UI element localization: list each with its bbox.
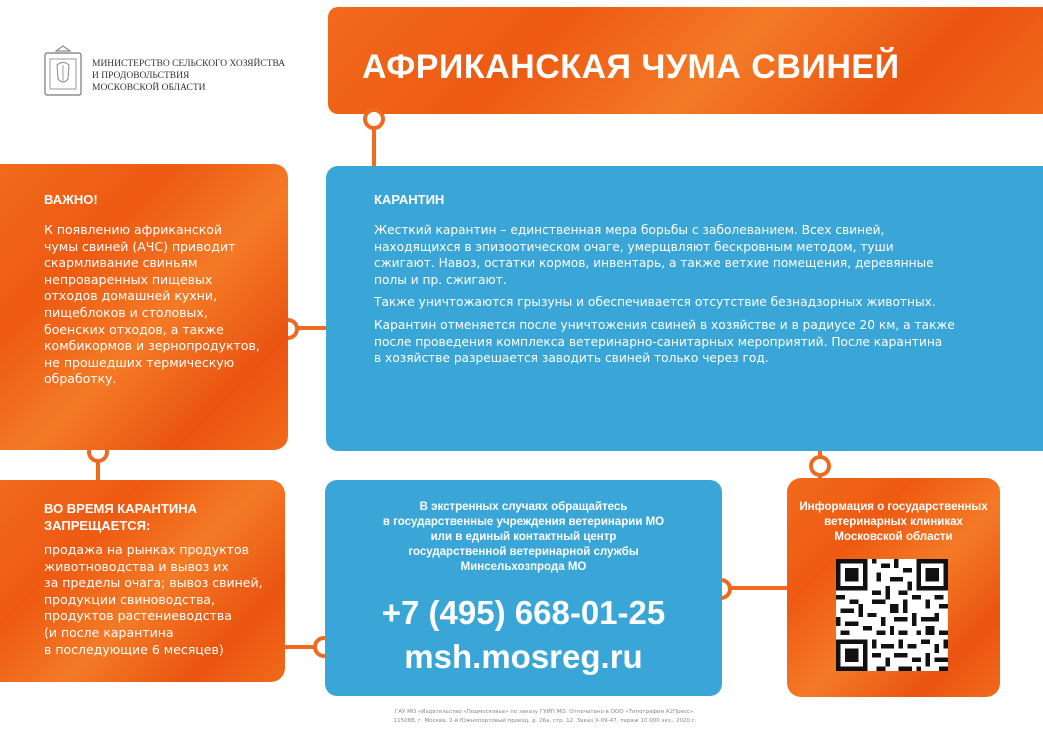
heading-line: ЗАПРЕЩАЕТСЯ: (44, 518, 151, 533)
text-line: комбикормов и зернопродуктов, (44, 338, 260, 354)
text-line: после проведения комплекса ветеринарно-санитарных мероприятий. После карантина (374, 334, 943, 349)
heading-line: ВО ВРЕМЯ КАРАНТИНА (44, 501, 197, 516)
text-line: чумы свиней (АЧС) приводит (44, 238, 236, 254)
text-line: продуктов растениеводства (44, 608, 232, 624)
text-line: обработку. (44, 371, 117, 387)
forbidden-heading (44, 500, 197, 534)
text-line: государственной ветеринарной службы (408, 546, 639, 558)
text-line: продукции свиноводства, (44, 591, 216, 607)
text-line: В экстренных случаях обращайтесь (419, 501, 628, 513)
important-text (44, 222, 284, 388)
imprint-text (345, 708, 745, 726)
quarantine-paragraph (374, 294, 1034, 311)
text-line: (и после карантина (44, 624, 174, 640)
page-title: АФРИКАНСКАЯ ЧУМА СВИНЕЙ (362, 48, 900, 86)
text-line: боенских отходов, а также (44, 321, 224, 337)
website-link[interactable]: msh.mosreg.ru (404, 638, 643, 675)
connector-dot (363, 108, 385, 130)
qr-code[interactable] (836, 559, 948, 671)
text-line: сжигают. Навоз, остатки кормов, инвентарь, а также ветхие помещения, деревянные (374, 256, 934, 271)
text-line: в хозяйстве разрешается заводить свиней только через год. (374, 351, 769, 366)
text-line: 115088, г. Москва, 2-й Южнопортовый проезд, д. 26а, стр. 12. Заказ Х-09-47, тираж 10 000 экз., 2020 г. (393, 718, 697, 724)
text-line: продажа на рынках продуктов (44, 542, 249, 557)
qr-caption (787, 500, 1000, 545)
text-line: ГАУ МО «Издательство «Подмосковье» по заказу ГУИП МО. Отпечатано в ООО «Типография А2Пресс». (394, 709, 696, 715)
connector-dot (809, 455, 831, 477)
ministry-name-line: И ПРОДОВОЛЬСТВИЯ (92, 71, 190, 81)
text-line: полы и пр. сжигают. (374, 272, 507, 287)
text-line: Минсельхозпрода МО (460, 561, 587, 573)
text-line: отходов домашней кухни, (44, 288, 217, 304)
contact-box (325, 480, 722, 696)
quarantine-box (326, 166, 1043, 451)
text-line: пищеблоков и столовых, (44, 304, 208, 320)
text-line: не прошедших термическую (44, 354, 235, 370)
coat-of-arms-icon (44, 45, 82, 97)
ministry-name-line: МИНИСТЕРСТВО СЕЛЬСКОГО ХОЗЯЙСТВА (92, 59, 286, 69)
important-box (0, 164, 288, 450)
phone-number[interactable]: +7 (495) 668-01-25 (381, 594, 666, 631)
ministry-name-line: МОСКОВСКОЙ ОБЛАСТИ (92, 83, 206, 93)
quarantine-paragraph (374, 317, 1034, 367)
text-line: за пределы очага; вывоз свиней, (44, 575, 263, 591)
forbidden-text (44, 542, 284, 658)
text-line: Карантин отменяется после уничтожения свиней в хозяйстве и в радиусе 20 км, а также (374, 317, 955, 332)
text-line: находящихся в эпизоотическом очаге, умерщвляют бескровным методом, туши (374, 239, 894, 254)
important-heading: ВАЖНО! (44, 192, 98, 207)
forbidden-box (0, 480, 285, 682)
text-line: непроваренных пищевых (44, 271, 213, 287)
text-line: в последующие 6 месяцев) (44, 641, 224, 657)
text-line: К появлению африканской (44, 222, 223, 237)
quarantine-heading: КАРАНТИН (374, 192, 445, 207)
text-line: животноводства и вывоз их (44, 558, 229, 574)
quarantine-text (374, 222, 1034, 367)
text-line: Также уничтожаются грызуны и обеспечивается отсутствие безнадзорных животных. (374, 295, 936, 310)
text-line: скармливание свиньям (44, 255, 198, 271)
quarantine-paragraph (374, 222, 1034, 288)
text-line: Московской области (834, 531, 953, 543)
text-line: Жесткий карантин – единственная мера борьбы с заболеванием. Всех свиней, (374, 223, 885, 237)
text-line: в государственные учреждения ветеринарии МО (382, 516, 665, 528)
text-line: ветеринарных клиниках (824, 516, 963, 528)
text-line: или в единый контактный центр (430, 531, 617, 543)
contact-info (325, 500, 722, 575)
ministry-name (92, 58, 322, 94)
text-line: Информация о государственных (799, 501, 988, 513)
